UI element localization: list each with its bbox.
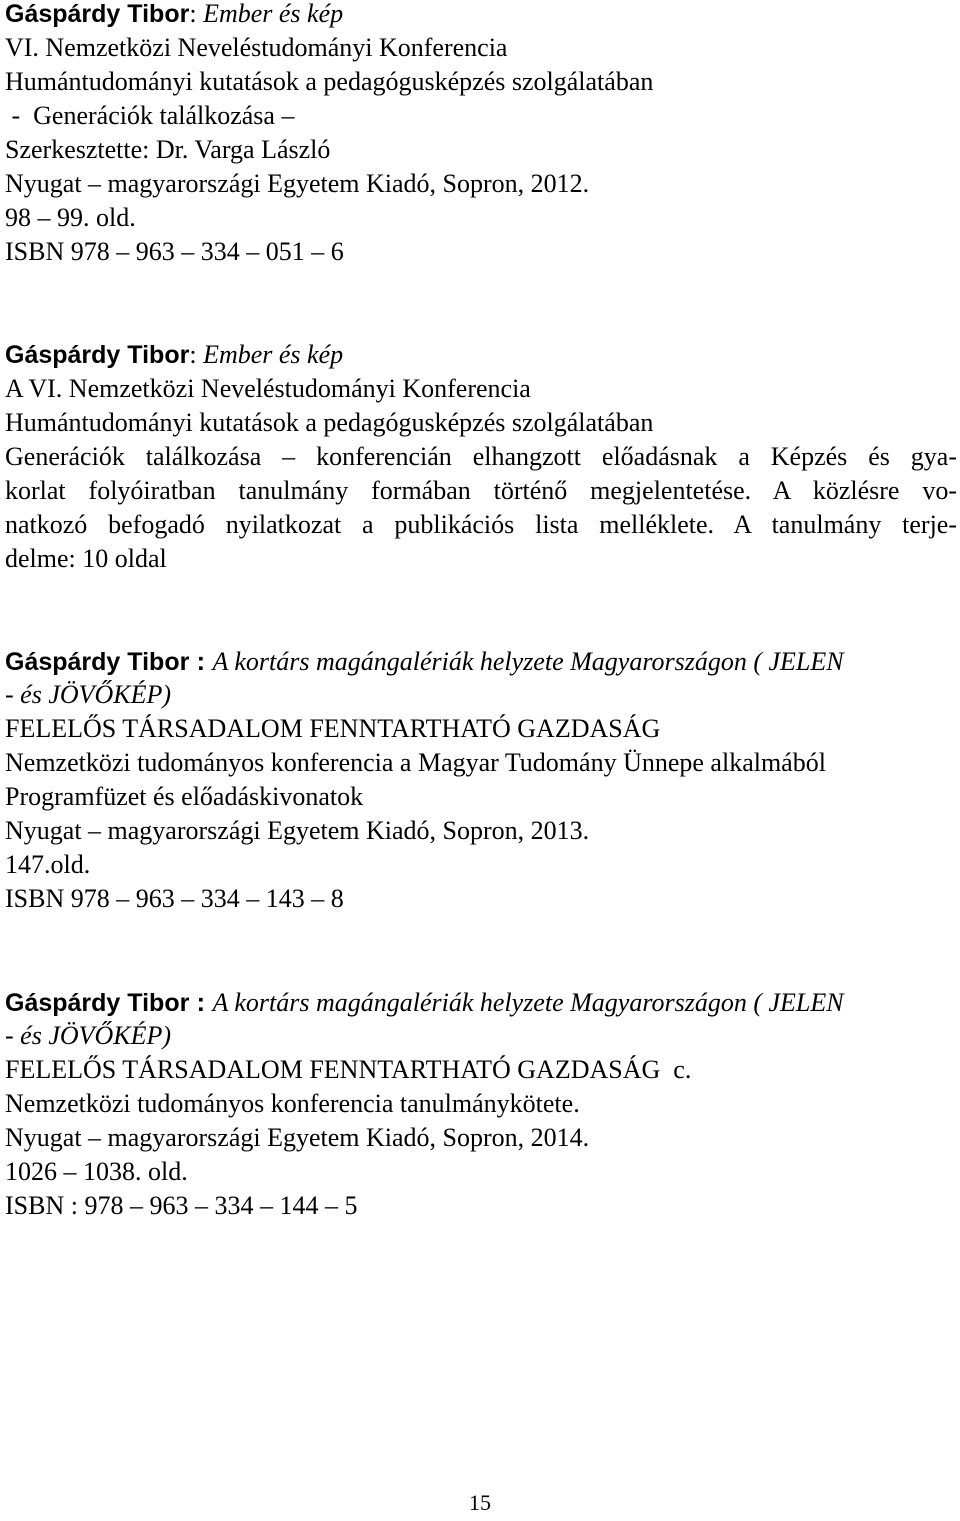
isbn-line: ISBN 978 – 963 – 334 – 051 – 6 xyxy=(5,237,344,266)
entry-heading xyxy=(5,338,957,372)
author-name: Gáspárdy Tibor xyxy=(5,989,190,1017)
entry-title-continued: - és JÖVŐKÉP) xyxy=(5,680,172,709)
author-name: Gáspárdy Tibor xyxy=(5,648,190,676)
entry-line: Nyugat – magyarországi Egyetem Kiadó, Sopron, 2012. xyxy=(5,169,590,198)
entry-line: - Generációk találkozása – xyxy=(5,101,295,130)
author-separator: : xyxy=(189,0,204,28)
author-name: Gáspárdy Tibor xyxy=(5,0,190,28)
publication-entry-1 xyxy=(5,0,957,269)
author-name: Gáspárdy Tibor xyxy=(5,341,190,369)
entry-title-continued: - és JÖVŐKÉP) xyxy=(5,1021,172,1050)
entry-title: Ember és kép xyxy=(203,340,344,369)
entry-title: Ember és kép xyxy=(203,0,344,28)
entry-line: Generációk találkozása – konferencián elhangzott előadásnak a Képzés és gya- xyxy=(5,442,957,471)
entry-line: Nyugat – magyarországi Egyetem Kiadó, Sopron, 2014. xyxy=(5,1123,590,1152)
publication-entry-3 xyxy=(5,644,957,916)
publication-entry-2 xyxy=(5,338,957,576)
page-number: 15 xyxy=(469,1490,491,1515)
entry-line: FELELŐS TÁRSADALOM FENNTARTHATÓ GAZDASÁG xyxy=(5,714,661,743)
entry-line: Nemzetközi tudományos konferencia tanulmánykötete. xyxy=(5,1089,580,1118)
author-separator: : xyxy=(189,987,213,1017)
entry-heading xyxy=(5,644,957,678)
entry-heading xyxy=(5,0,957,31)
entry-line: Szerkesztette: Dr. Varga László xyxy=(5,135,331,164)
entry-line: 1026 – 1038. old. xyxy=(5,1157,188,1186)
entry-line: korlat folyóiratban tanulmány formában történő megjelentetése. A közlésre vo- xyxy=(5,476,957,505)
isbn-line: ISBN 978 – 963 – 334 – 143 – 8 xyxy=(5,884,344,913)
entry-line: delme: 10 oldal xyxy=(5,544,167,573)
publication-entry-4 xyxy=(5,985,957,1223)
entry-line: A VI. Nemzetközi Neveléstudományi Konferencia xyxy=(5,374,531,403)
entry-line: 147.old. xyxy=(5,850,91,879)
author-separator: : xyxy=(189,646,213,676)
entry-line: Humántudományi kutatások a pedagógusképzés szolgálatában xyxy=(5,408,654,437)
entry-line: Nemzetközi tudományos konferencia a Magyar Tudomány Ünnepe alkalmából xyxy=(5,748,826,777)
entry-line: Nyugat – magyarországi Egyetem Kiadó, Sopron, 2013. xyxy=(5,816,590,845)
entry-line: FELELŐS TÁRSADALOM FENNTARTHATÓ GAZDASÁG c. xyxy=(5,1055,692,1084)
entry-line: natkozó befogadó nyilatkozat a publikációs lista melléklete. A tanulmány terje- xyxy=(5,510,957,539)
entry-title: A kortárs magángalériák helyzete Magyarországon ( JELEN xyxy=(212,988,844,1017)
author-separator: : xyxy=(189,340,204,369)
entry-line: Humántudományi kutatások a pedagógusképzés szolgálatában xyxy=(5,67,654,96)
isbn-line: ISBN : 978 – 963 – 334 – 144 – 5 xyxy=(5,1191,358,1220)
entry-line: Programfüzet és előadáskivonatok xyxy=(5,782,364,811)
entry-line: VI. Nemzetközi Neveléstudományi Konferencia xyxy=(5,33,508,62)
entry-title: A kortárs magángalériák helyzete Magyarországon ( JELEN xyxy=(212,647,844,676)
entry-heading xyxy=(5,985,957,1019)
entry-line: 98 – 99. old. xyxy=(5,203,136,232)
